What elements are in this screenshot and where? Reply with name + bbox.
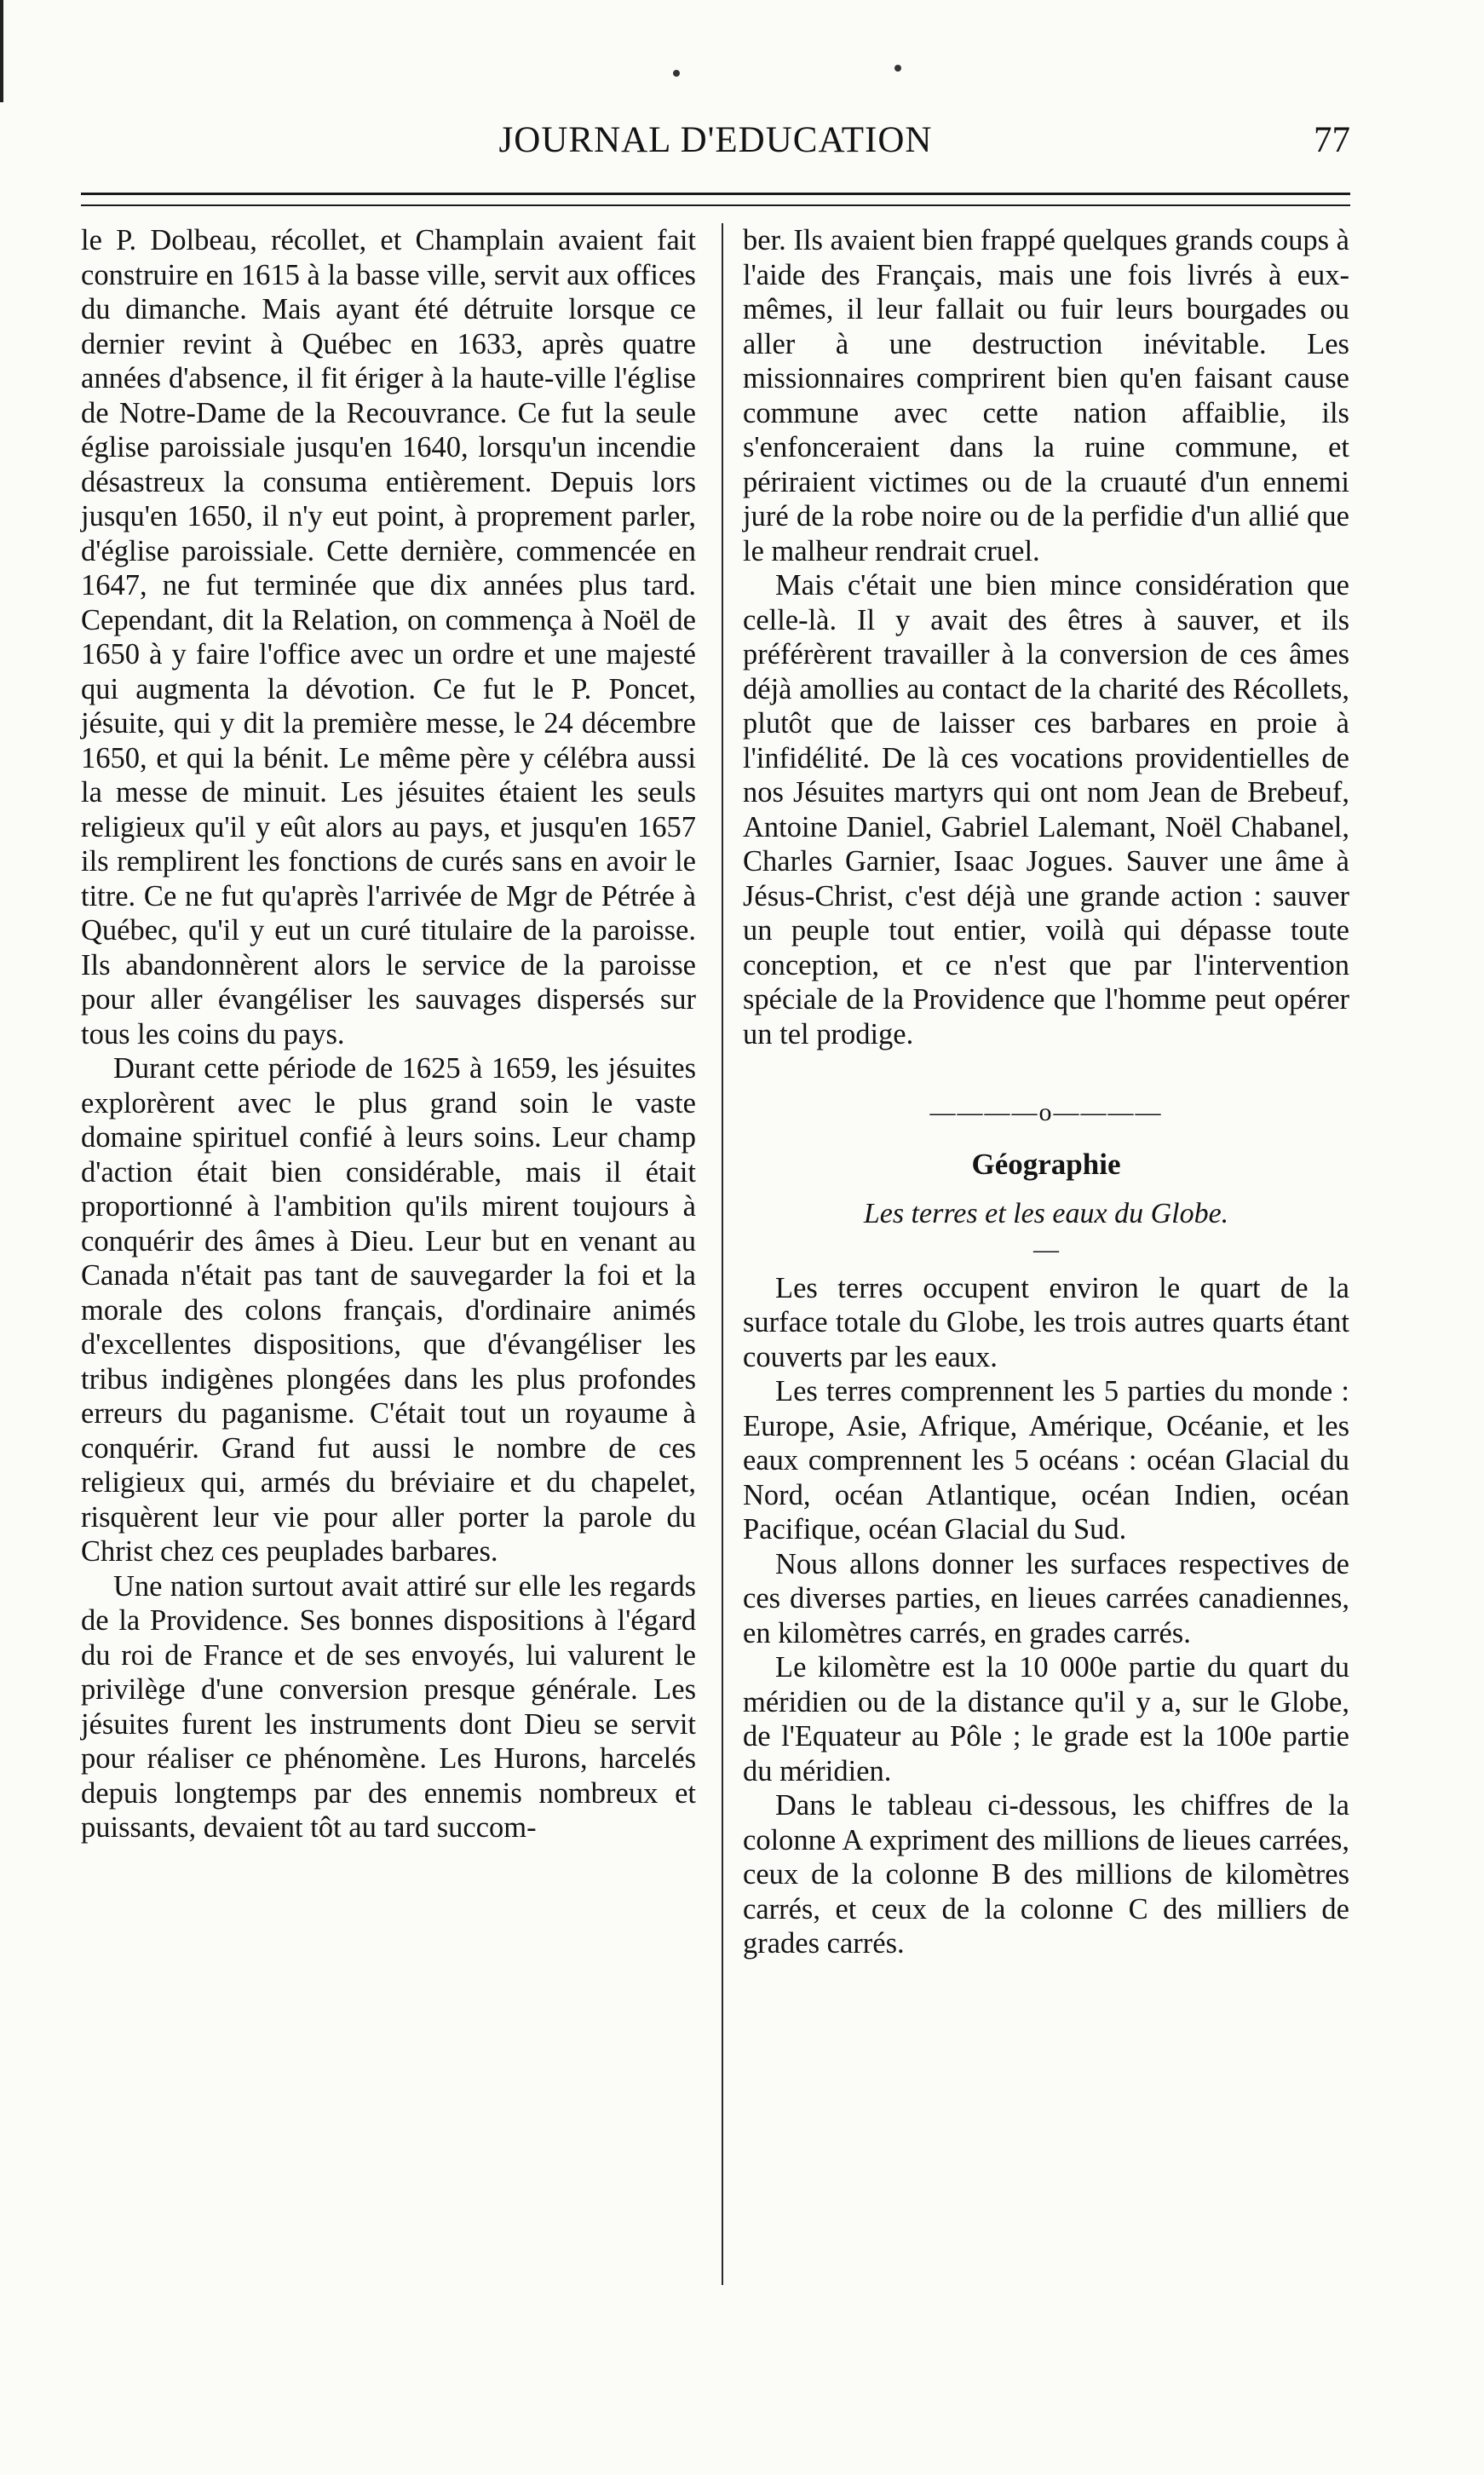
paragraph: Dans le tableau ci-dessous, les chiffres de la colonne A expriment des millions de lieues carrées, ceux de la colonne B des millions de kilomètres carrés, et ceux de la colonne C des milliers de grades carrés. (743, 1789, 1349, 1960)
paragraph: Les terres comprennent les 5 parties du monde : Europe, Asie, Afrique, Amérique, Océanie, et les eaux comprennent les 5 océans : océan Glacial du Nord, océan Atlantique, océan Indien, océan Pacifique, océan Glacial du Sud. (743, 1375, 1349, 1545)
page-header (81, 119, 1350, 170)
paragraph: Le kilomètre est la 10 000e partie du quart du méridien ou de la distance qu'il y a, sur le Globe, de l'Equateur au Pôle ; le grade est la 100e partie du méridien. (743, 1651, 1349, 1787)
paragraph: Une nation surtout avait attiré sur elle les regards de la Providence. Ses bonnes dispositions à l'égard du roi de France et de ses envoyés, lui valurent le privilège d'une conversion presque générale. Les jésuites furent les instruments dont Dieu se servit pour réaliser ce phénomène. Les Hurons, harcelés depuis longtemps par des ennemis nombreux et puissants, devaient tôt au tard succom- (81, 1569, 696, 1844)
section-subtitle: Les terres et les eaux du Globe. (863, 1198, 1229, 1229)
ink-speck (673, 70, 680, 77)
paragraph: Mais c'était une bien mince considération que celle-là. Il y avait des êtres à sauver, et ils préférèrent travailler à la conversion de ces âmes déjà amollies au contact de la charité des Récollets, plutôt que de laisser ces barbares en proie à l'infidélité. De là ces vocations providentielles de nos Jésuites martyrs qui ont nom Jean de Brebeuf, Antoine Daniel, Gabriel Lalemant, Noël Chabanel, Charles Garnier, Isaac Jogues. Sauver une âme à Jésus-Christ, c'est déjà une grande action : sauver un peuple tout entier, voilà qui dépasse toute conception, et ce n'est que par l'intervention spéciale de la Providence que l'homme peut opérer un tel prodige. (743, 569, 1349, 1050)
paragraph: Durant cette période de 1625 à 1659, les jésuites explorèrent avec le plus grand soin le vaste domaine spirituel confié à leurs soins. Leur champ d'action était bien considérable, mais il était proportionné à l'ambition qu'ils mirent toujours à conquérir des âmes à Dieu. Leur but en venant au Canada n'était pas tant de sauvegarder la foi et la morale des colons français, d'ordinaire animés d'excellentes dispositions, que d'évangéliser les tribus indigènes plongées dans les plus profondes erreurs du paganisme. C'était tout un royaume à conquérir. Grand fut aussi le nombre de ces religieux qui, armés du bréviaire et du chapelet, risquèrent leur vie pour aller porter la parole du Christ chez ces peuplades barbares. (81, 1052, 696, 1568)
column-divider (722, 223, 723, 2285)
left-column (81, 223, 696, 1845)
header-rule-bottom (81, 204, 1350, 206)
section-separator: ————o———— (929, 1098, 1163, 1126)
ink-speck (894, 65, 901, 72)
page-edge-shadow (0, 0, 3, 102)
subtitle-dash: — (1033, 1235, 1059, 1263)
section-heading: Géographie (971, 1147, 1121, 1181)
paragraph: Les terres occupent environ le quart de la surface totale du Globe, les trois autres quarts étant couverts par les eaux. (743, 1271, 1349, 1373)
paragraph: Nous allons donner les surfaces respectives de ces diverses parties, en lieues carrées canadiennes, en kilomètres carrés, en grades carrés. (743, 1547, 1349, 1649)
header-rule-top (81, 193, 1350, 195)
page-number: 77 (1314, 120, 1350, 160)
right-column (743, 223, 1349, 1961)
paragraph: le P. Dolbeau, récollet, et Champlain avaient fait construire en 1615 à la basse ville, servit aux offices du dimanche. Mais ayant été détruite lorsque ce dernier revint à Québec en 1633, après quatre années d'absence, il fit ériger à la haute-ville l'église de Notre-Dame de la Recouvrance. Ce fut la seule église paroissiale jusqu'en 1640, lorsqu'un incendie désastreux la consuma entièrement. Depuis lors jusqu'en 1650, il n'y eut point, à proprement parler, d'église paroissiale. Cette dernière, commencée en 1647, ne fut terminée que dix années plus tard. Cependant, dit la Relation, on commença à Noël de 1650 à y faire l'office avec un ordre et une majesté qui augmenta la dévotion. Ce fut le P. Poncet, jésuite, qui y dit la première messe, le 24 décembre 1650, et qui la bénit. Le même père y célébra aussi la messe de minuit. Les jésuites étaient les seuls religieux qu'il y eût alors au pays, et jusqu'en 1657 ils remplirent les fonctions de curés sans en avoir le titre. Ce ne fut qu'après l'arrivée de Mgr de Pétrée à Québec, qu'il y eut un curé titulaire de la paroisse. Ils abandonnèrent alors le service de la paroisse pour aller évangéliser les sauvages dispersés sur tous les coins du pays. (81, 224, 696, 1050)
paragraph: ber. Ils avaient bien frappé quelques grands coups à l'aide des Français, mais une fois livrés à eux-mêmes, il leur fallait ou fuir leurs bourgades ou aller à une destruction inévitable. Les missionnaires comprirent bien qu'en faisant cause commune avec cette nation affaiblie, ils s'enfonceraient dans la ruine commune, et périraient victimes ou de la cruauté d'un ennemi juré de la robe noire ou de la perfidie d'un allié que le malheur rendrait cruel. (743, 224, 1349, 567)
running-title: JOURNAL D'EDUCATION (498, 120, 933, 160)
